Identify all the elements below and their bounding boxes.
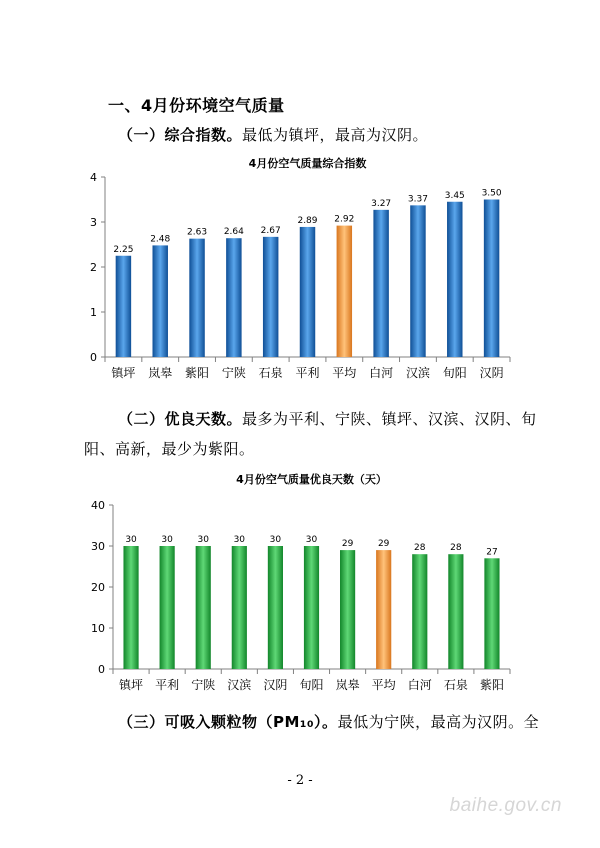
section-heading: 一、4月份环境空气质量 xyxy=(108,96,285,115)
category-label: 紫阳 xyxy=(479,678,504,692)
y-tick-label: 40 xyxy=(91,499,105,512)
data-label: 2.63 xyxy=(187,227,208,238)
chart-title: 4月份空气质量综合指数 xyxy=(248,157,367,170)
category-label: 白河 xyxy=(369,366,394,380)
data-label: 2.64 xyxy=(223,227,244,238)
bar xyxy=(189,239,204,357)
bar xyxy=(123,546,138,669)
y-tick-label: 2 xyxy=(90,261,97,274)
bar xyxy=(448,554,463,669)
y-tick-label: 10 xyxy=(91,622,105,635)
data-label: 2.89 xyxy=(297,215,318,226)
data-label: 28 xyxy=(414,543,426,554)
bar xyxy=(116,256,131,357)
data-label: 3.27 xyxy=(371,198,392,209)
category-label: 汉滨 xyxy=(405,366,430,380)
y-tick-label: 3 xyxy=(90,216,97,229)
bar xyxy=(160,546,175,669)
y-tick-label: 0 xyxy=(98,663,105,676)
data-label: 3.37 xyxy=(407,194,428,205)
data-label: 29 xyxy=(341,539,354,550)
data-label: 2.48 xyxy=(150,234,171,245)
data-label: 3.50 xyxy=(481,188,502,199)
data-label: 30 xyxy=(305,535,318,545)
data-label: 30 xyxy=(125,535,137,545)
bar xyxy=(196,546,211,669)
data-label: 27 xyxy=(486,547,498,558)
data-label: 30 xyxy=(269,535,282,545)
bar xyxy=(484,200,499,358)
category-label: 石泉 xyxy=(258,366,283,380)
category-label: 旬阳 xyxy=(299,678,324,692)
category-label: 汉阴 xyxy=(479,366,504,380)
category-label: 汉阴 xyxy=(263,678,288,692)
category-label: 汉滨 xyxy=(227,678,252,692)
category-label: 紫阳 xyxy=(185,366,210,380)
page-number: - 2 - xyxy=(287,773,313,788)
composite-index-chart xyxy=(0,150,600,400)
y-tick-label: 1 xyxy=(90,306,97,319)
data-label: 2.25 xyxy=(113,244,134,255)
paragraph-title: （三）可吸入颗粒物（PM₁₀）。 xyxy=(118,713,338,731)
paragraph-title: （一）综合指数。 xyxy=(118,126,243,144)
bar xyxy=(410,205,425,357)
data-label: 29 xyxy=(377,539,390,550)
category-label: 白河 xyxy=(407,678,432,692)
paragraph-pm10 xyxy=(118,707,539,737)
data-label: 30 xyxy=(197,535,209,545)
category-label: 宁陕 xyxy=(221,366,246,380)
paragraph-text: 最多为平利、宁陕、镇坪、汉滨、汉阴、旬阳、高新，最少为紫阳。 xyxy=(84,410,537,458)
category-label: 平均 xyxy=(332,366,357,380)
bar xyxy=(376,550,391,669)
bar xyxy=(447,202,462,357)
y-tick-label: 20 xyxy=(91,581,105,594)
paragraph-good-days xyxy=(84,404,544,464)
chart-svg xyxy=(0,150,600,400)
bar xyxy=(373,210,388,357)
data-label: 2.92 xyxy=(334,214,355,225)
bar xyxy=(304,546,319,669)
category-label: 平均 xyxy=(371,678,396,692)
chart-svg xyxy=(0,466,600,706)
paragraph-title: （二）优良天数。 xyxy=(118,410,243,428)
data-label: 28 xyxy=(450,543,462,554)
data-label: 30 xyxy=(161,535,173,545)
category-label: 岚皋 xyxy=(335,678,360,692)
bar xyxy=(263,237,278,357)
category-label: 旬阳 xyxy=(442,366,467,380)
category-label: 平利 xyxy=(155,678,180,692)
paragraph-text: 最低为宁陕，最高为汉阴。全 xyxy=(337,713,540,731)
data-label: 30 xyxy=(233,535,246,545)
y-tick-label: 4 xyxy=(90,171,97,184)
category-label: 镇坪 xyxy=(111,366,136,380)
category-label: 镇坪 xyxy=(119,678,144,692)
paragraph-text: 最低为镇坪，最高为汉阴。 xyxy=(242,126,429,144)
bar xyxy=(232,546,247,669)
good-days-chart xyxy=(0,466,600,706)
y-tick-label: 30 xyxy=(91,540,105,553)
data-label: 2.67 xyxy=(260,225,281,236)
bar xyxy=(152,245,167,357)
y-tick-label: 0 xyxy=(90,351,97,364)
category-label: 平利 xyxy=(295,366,320,380)
category-label: 石泉 xyxy=(443,678,468,692)
category-label: 岚皋 xyxy=(148,366,173,380)
watermark: baihe.gov.cn xyxy=(449,795,562,816)
bar xyxy=(300,227,315,357)
bar xyxy=(337,226,352,357)
paragraph-composite-index xyxy=(118,120,428,150)
chart-title: 4月份空气质量优良天数（天） xyxy=(236,473,387,486)
bar xyxy=(412,554,427,669)
bar xyxy=(340,550,355,669)
bar xyxy=(226,238,241,357)
category-label: 宁陕 xyxy=(191,678,216,692)
data-label: 3.45 xyxy=(444,190,465,201)
bar xyxy=(268,546,283,669)
bar xyxy=(484,558,499,669)
